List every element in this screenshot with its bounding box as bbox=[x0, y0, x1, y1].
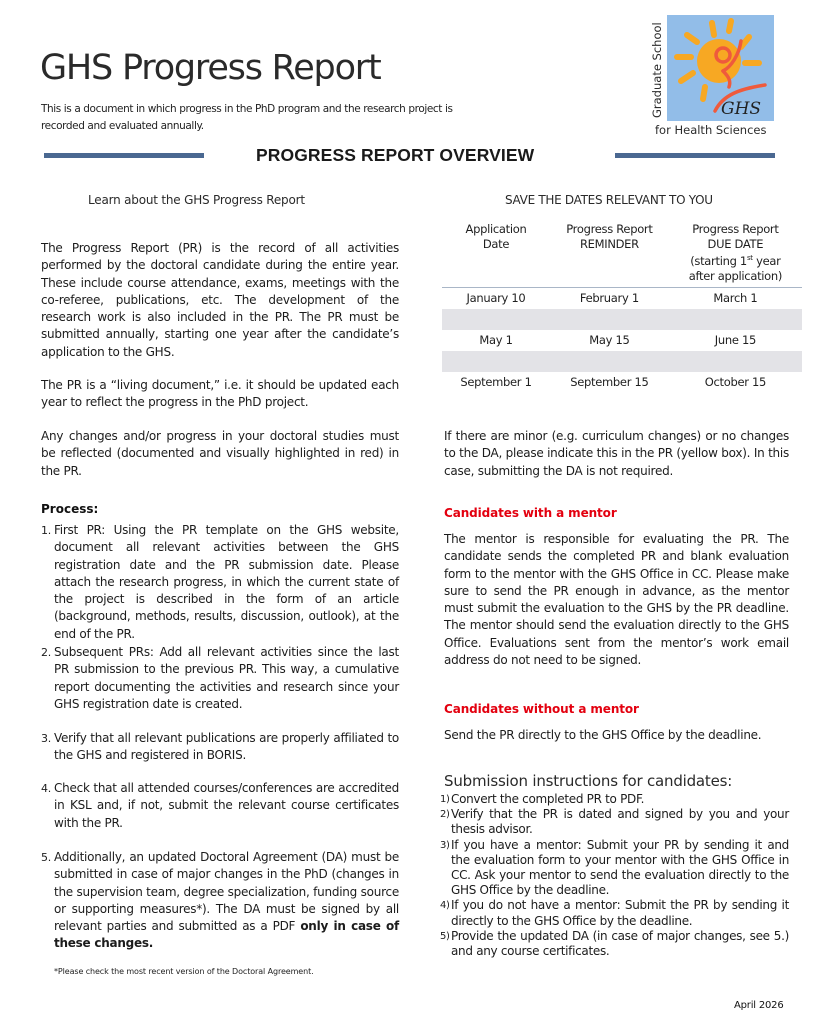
no-mentor-paragraph: Send the PR directly to the GHS Office by the deadline. bbox=[444, 728, 762, 742]
mentor-heading: Candidates with a mentor bbox=[444, 506, 617, 520]
col-due-date: Progress Report DUE DATE (starting 1st year after application) bbox=[688, 222, 783, 283]
submission-heading: Submission instructions for candidates: bbox=[444, 772, 733, 790]
process-title: Process: bbox=[41, 502, 99, 516]
process-list-5 bbox=[41, 849, 399, 953]
dates-spacer-row bbox=[442, 309, 802, 330]
submission-item: 3) If you have a mentor: Submit your PR by sending it and the evaluation form to your mentor with the GHS Office in CC. Ask your mentor to send the evaluation directly to the GHS Office by the deadline. bbox=[440, 837, 789, 898]
ghs-logo bbox=[648, 14, 776, 138]
process-item: 2. Subsequent PRs: Add all relevant activities since the last PR submission to the previous PR. This way, a cumulative report documenting the activities and research since your GHS registration date is created. bbox=[41, 645, 399, 711]
process-item: 5. Additionally, an updated Doctoral Agreement (DA) must be submitted in case of major changes in the PhD (changes in the supervision team, degree specialization, funding source or supporting measures*). The DA must be signed by all relevant parties and submitted as a PDF only in case of these changes. bbox=[41, 850, 400, 951]
dates-table bbox=[442, 222, 802, 393]
submission-item: 4) If you do not have a mentor: Submit the PR by sending it directly to the GHS Office by the deadline. bbox=[440, 898, 789, 928]
section-title: PROGRESS REPORT OVERVIEW bbox=[256, 145, 535, 165]
dates-heading: SAVE THE DATES RELEVANT TO YOU bbox=[505, 193, 713, 207]
footer-date: April 2026 bbox=[734, 1000, 784, 1011]
learn-heading: Learn about the GHS Progress Report bbox=[88, 193, 305, 207]
dates-row: January 10 February 1 March 1 bbox=[466, 291, 758, 306]
footnote: *Please check the most recent version of the Doctoral Agreement. bbox=[54, 967, 314, 976]
sun-figure-icon bbox=[667, 15, 774, 121]
process-list-2 bbox=[41, 644, 399, 713]
dates-spacer-row bbox=[442, 351, 802, 372]
dates-header-row bbox=[442, 222, 802, 287]
logo-mark bbox=[667, 15, 774, 121]
dates-row: May 1 May 15 June 15 bbox=[479, 333, 757, 348]
col-application-date: Application Date bbox=[465, 222, 527, 251]
process-list bbox=[41, 522, 399, 643]
submission-item: 1) Convert the completed PR to PDF. bbox=[440, 792, 645, 806]
process-list-3 bbox=[41, 730, 399, 765]
changes-paragraph: Any changes and/or progress in your doctoral studies must be reflected (documented and visually highlighted in red) in the PR. bbox=[41, 429, 399, 478]
submission-list bbox=[440, 792, 789, 959]
process-item: 4. Check that all attended courses/conferences are accredited in KSL and, if not, submit the relevant course certificates with the PR. bbox=[41, 781, 399, 830]
process-item: 3. Verify that all relevant publications are properly affiliated to the GHS and registered in BORIS. bbox=[41, 731, 399, 763]
logo-bottom-text: for Health Sciences bbox=[655, 123, 767, 137]
dates-row: September 1 September 15 October 15 bbox=[460, 375, 767, 390]
minor-changes-paragraph: If there are minor (e.g. curriculum changes) or no changes to the DA, please indicate this in the PR (yellow box). In this case, submitting the DA is not required. bbox=[444, 429, 789, 478]
submission-item: 2) Verify that the PR is dated and signed by you and your thesis advisor. bbox=[440, 807, 789, 837]
process-list-4 bbox=[41, 780, 399, 832]
living-document-paragraph: The PR is a “living document,” i.e. it should be updated each year to reflect the progress in the PhD project. bbox=[41, 378, 399, 410]
intro-paragraph: The Progress Report (PR) is the record of all activities performed by the doctoral candidate during the entire year. These include course attendance, exams, meetings with the co-referee, publications, etc. The development of the research work is also included in the PR. The PR must be submitted annually, starting one year after the candidate’s application to the GHS. bbox=[41, 241, 399, 359]
mentor-paragraph: The mentor is responsible for evaluating the PR. The candidate sends the completed PR and blank evaluation form to the mentor with the GHS Office in CC. Please make sure to send the PR enough in advance, as the mentor must submit the evaluation to the GHS by the PR deadline. The mentor should send the evaluation directly to the GHS Office. Evaluations sent from the mentor’s work email address do not need to be signed. bbox=[444, 532, 789, 668]
no-mentor-heading: Candidates without a mentor bbox=[444, 702, 639, 716]
divider-right bbox=[615, 153, 775, 158]
submission-item: 5) Provide the updated DA (in case of major changes, see 5.) and any course certificates. bbox=[440, 928, 789, 959]
col-reminder: Progress Report REMINDER bbox=[566, 222, 653, 251]
page-title: GHS Progress Report bbox=[40, 48, 381, 88]
divider-left bbox=[44, 153, 204, 158]
logo-vertical-text: Graduate School bbox=[650, 22, 664, 118]
logo-ghs-text: GHS bbox=[721, 99, 762, 119]
process-item: 1. First PR: Using the PR template on the GHS website, document all relevant activities between the GHS registration date and the PR submission date. Please attach the research progress, in which the current state of the project is described in the form of an article (background, methods, results, discussion, outlook), at the end of the PR. bbox=[41, 523, 399, 641]
page-subtitle: This is a document in which progress in the PhD program and the research project is recorded and evaluated annually. bbox=[41, 103, 453, 132]
